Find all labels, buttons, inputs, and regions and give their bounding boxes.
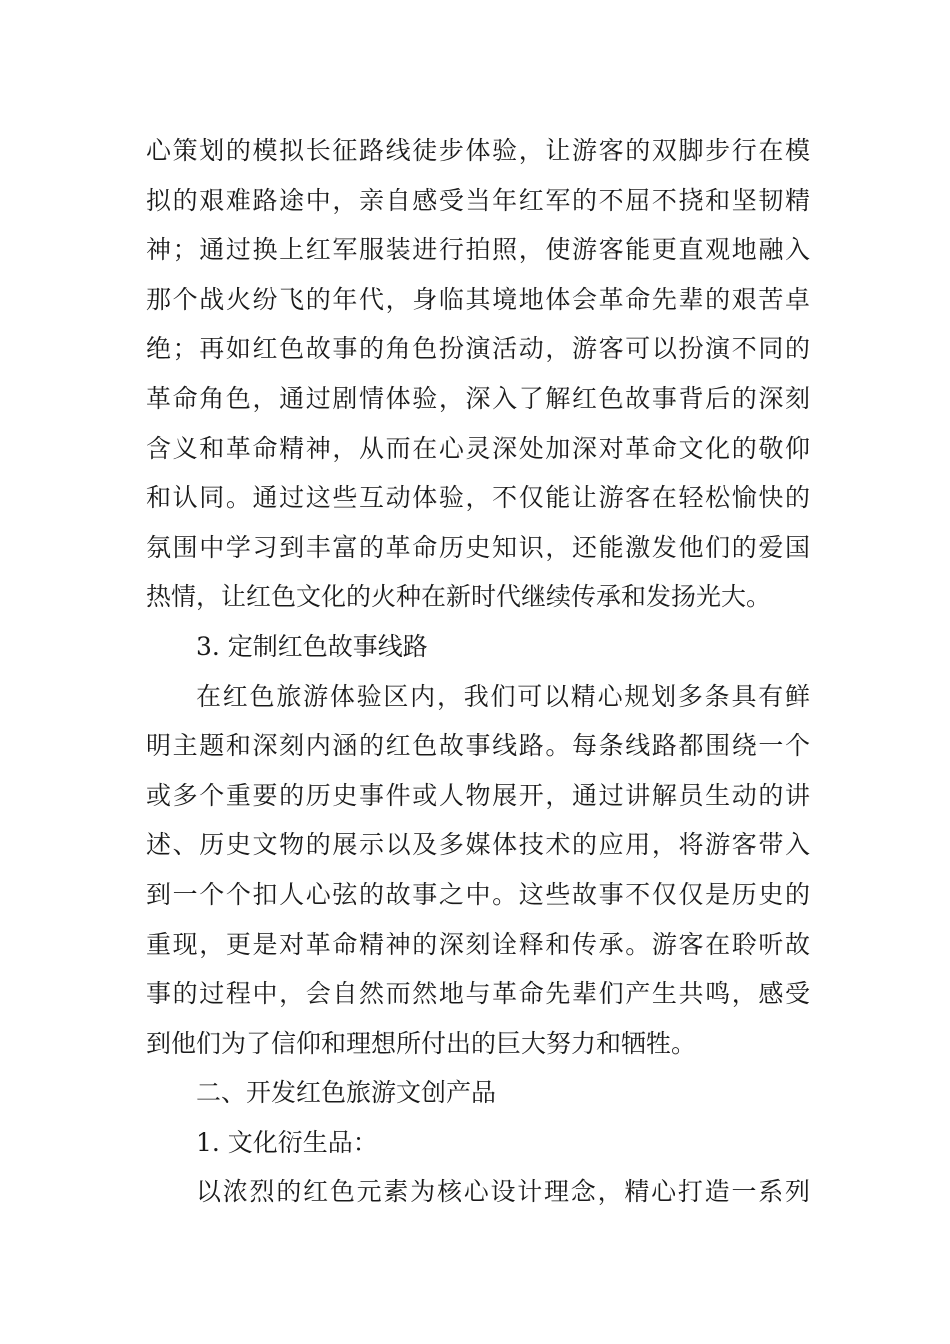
text-line: 心策划的模拟长征路线徒步体验，让游客的双脚步行在模	[146, 136, 810, 165]
text-line: 述、历史文物的展示以及多媒体技术的应用，将游客带入	[146, 830, 810, 860]
text-line: 或多个重要的历史事件或人物展开，通过讲解员生动的讲	[146, 780, 810, 810]
text-line: 到一个个扣人心弦的故事之中。这些故事不仅仅是历史的	[146, 879, 810, 909]
text-line: 重现，更是对革命精神的深刻诠释和传承。游客在聆听故	[146, 929, 810, 959]
text-line: 和认同。通过这些互动体验，不仅能让游客在轻松愉快的	[146, 483, 810, 513]
subsection-heading: 1. 文化衍生品：	[196, 1127, 378, 1157]
body-text	[146, 126, 810, 1217]
text-line: 氛围中学习到丰富的革命历史知识，还能激发他们的爱国	[146, 532, 810, 562]
text-line: 拟的艰难路途中，亲自感受当年红军的不屈不挠和坚韧精	[146, 185, 810, 215]
text-line: 在红色旅游体验区内，我们可以精心规划多条具有鲜	[196, 681, 810, 711]
text-line: 神；通过换上红军服装进行拍照，使游客能更直观地融入	[146, 235, 810, 265]
text-line: 热情，让红色文化的火种在新时代继续传承和发扬光大。	[146, 582, 772, 612]
text-line: 到他们为了信仰和理想所付出的巨大努力和牺牲。	[146, 1028, 697, 1058]
section-heading: 二、开发红色旅游文创产品	[196, 1078, 497, 1108]
text-line: 那个战火纷飞的年代，身临其境地体会革命先辈的艰苦卓	[146, 284, 810, 314]
text-line: 明主题和深刻内涵的红色故事线路。每条线路都围绕一个	[146, 731, 810, 761]
section-heading: 3. 定制红色故事线路	[196, 631, 428, 661]
text-line: 事的过程中，会自然而然地与革命先辈们产生共鸣，感受	[146, 979, 810, 1009]
text-line: 革命角色，通过剧情体验，深入了解红色故事背后的深刻	[146, 383, 810, 413]
text-line: 以浓烈的红色元素为核心设计理念，精心打造一系列	[196, 1177, 810, 1207]
text-line: 含义和革命精神，从而在心灵深处加深对革命文化的敬仰	[146, 433, 810, 463]
text-line: 绝；再如红色故事的角色扮演活动，游客可以扮演不同的	[146, 334, 810, 364]
